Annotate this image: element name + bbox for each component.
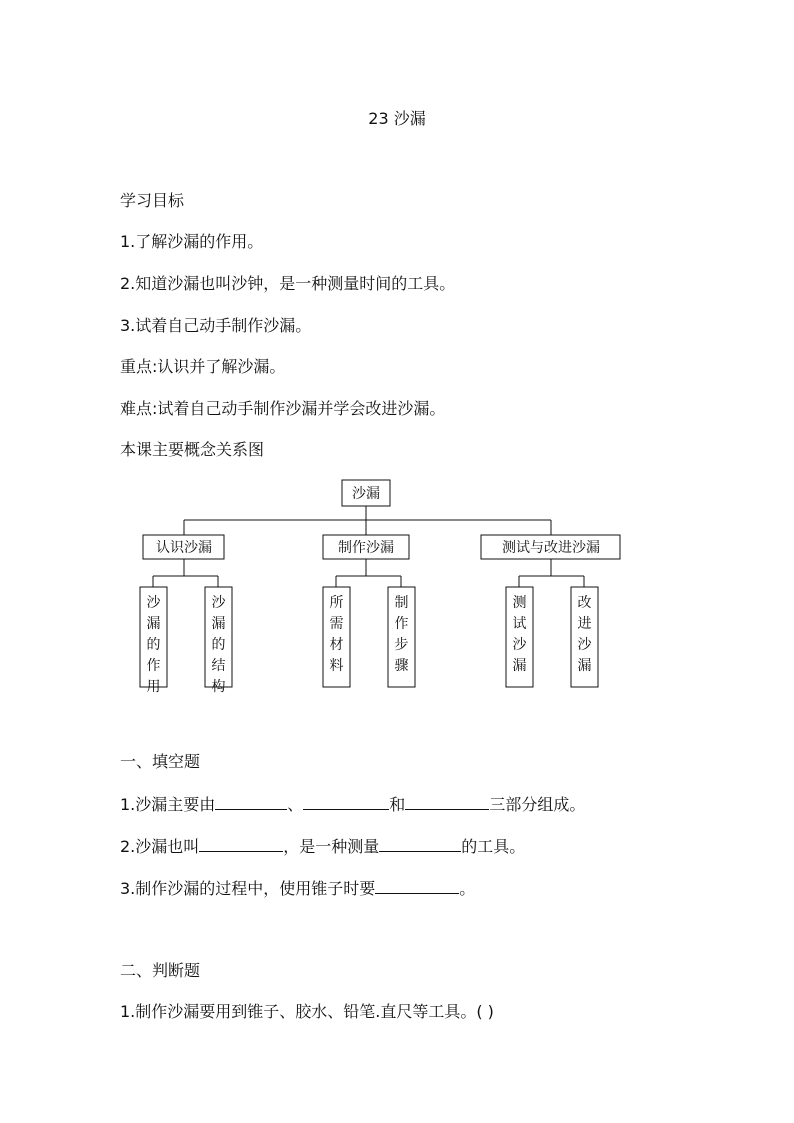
goal-item-2: 2.知道沙漏也叫沙钟，是一种测量时间的工具。 bbox=[120, 274, 456, 293]
answer-blank[interactable] bbox=[215, 793, 287, 810]
judge-question-1: 1.制作沙漏要用到锥子、胶水、铅笔.直尺等工具。( ) bbox=[120, 1002, 494, 1021]
leaf-label: 测试沙漏 bbox=[512, 595, 527, 674]
root-node-label: 沙漏 bbox=[352, 486, 380, 502]
fill-question-3: 3.制作沙漏的过程中，使用锥子时要 。 bbox=[120, 879, 476, 898]
answer-blank[interactable] bbox=[379, 835, 461, 852]
goal-item-1: 1.了解沙漏的作用。 bbox=[120, 232, 264, 251]
answer-blank[interactable] bbox=[303, 793, 389, 810]
answer-blank[interactable] bbox=[375, 877, 459, 894]
difficult-point: 难点:试着自己动手制作沙漏并学会改进沙漏。 bbox=[120, 399, 446, 418]
leaf-label: 改进沙漏 bbox=[577, 595, 592, 674]
leaf-label: 制作步骤 bbox=[394, 595, 409, 674]
goals-heading: 学习目标 bbox=[120, 191, 185, 210]
leaf-label: 所需材料 bbox=[329, 595, 344, 674]
page-title: 23 沙漏 bbox=[368, 109, 426, 128]
section1-heading: 一、填空题 bbox=[120, 752, 201, 771]
leaf-label: 沙漏的结构 bbox=[211, 595, 226, 695]
branch-label-1: 认识沙漏 bbox=[156, 540, 212, 556]
fill-question-2: 2.沙漏也叫 ，是一种测量 的工具。 bbox=[120, 837, 526, 856]
answer-blank[interactable] bbox=[405, 793, 489, 810]
leaf-label: 沙漏的作用 bbox=[146, 595, 161, 695]
branch-label-2: 制作沙漏 bbox=[338, 540, 394, 556]
goal-item-3: 3.试着自己动手制作沙漏。 bbox=[120, 316, 312, 335]
fill-question-1: 1.沙漏主要由 、 和 三部分组成。 bbox=[120, 795, 586, 814]
section2-heading: 二、判断题 bbox=[120, 961, 201, 980]
diagram-heading: 本课主要概念关系图 bbox=[120, 440, 265, 459]
answer-blank[interactable] bbox=[199, 835, 283, 852]
branch-label-3: 测试与改进沙漏 bbox=[502, 540, 600, 556]
key-point: 重点:认识并了解沙漏。 bbox=[120, 357, 286, 376]
